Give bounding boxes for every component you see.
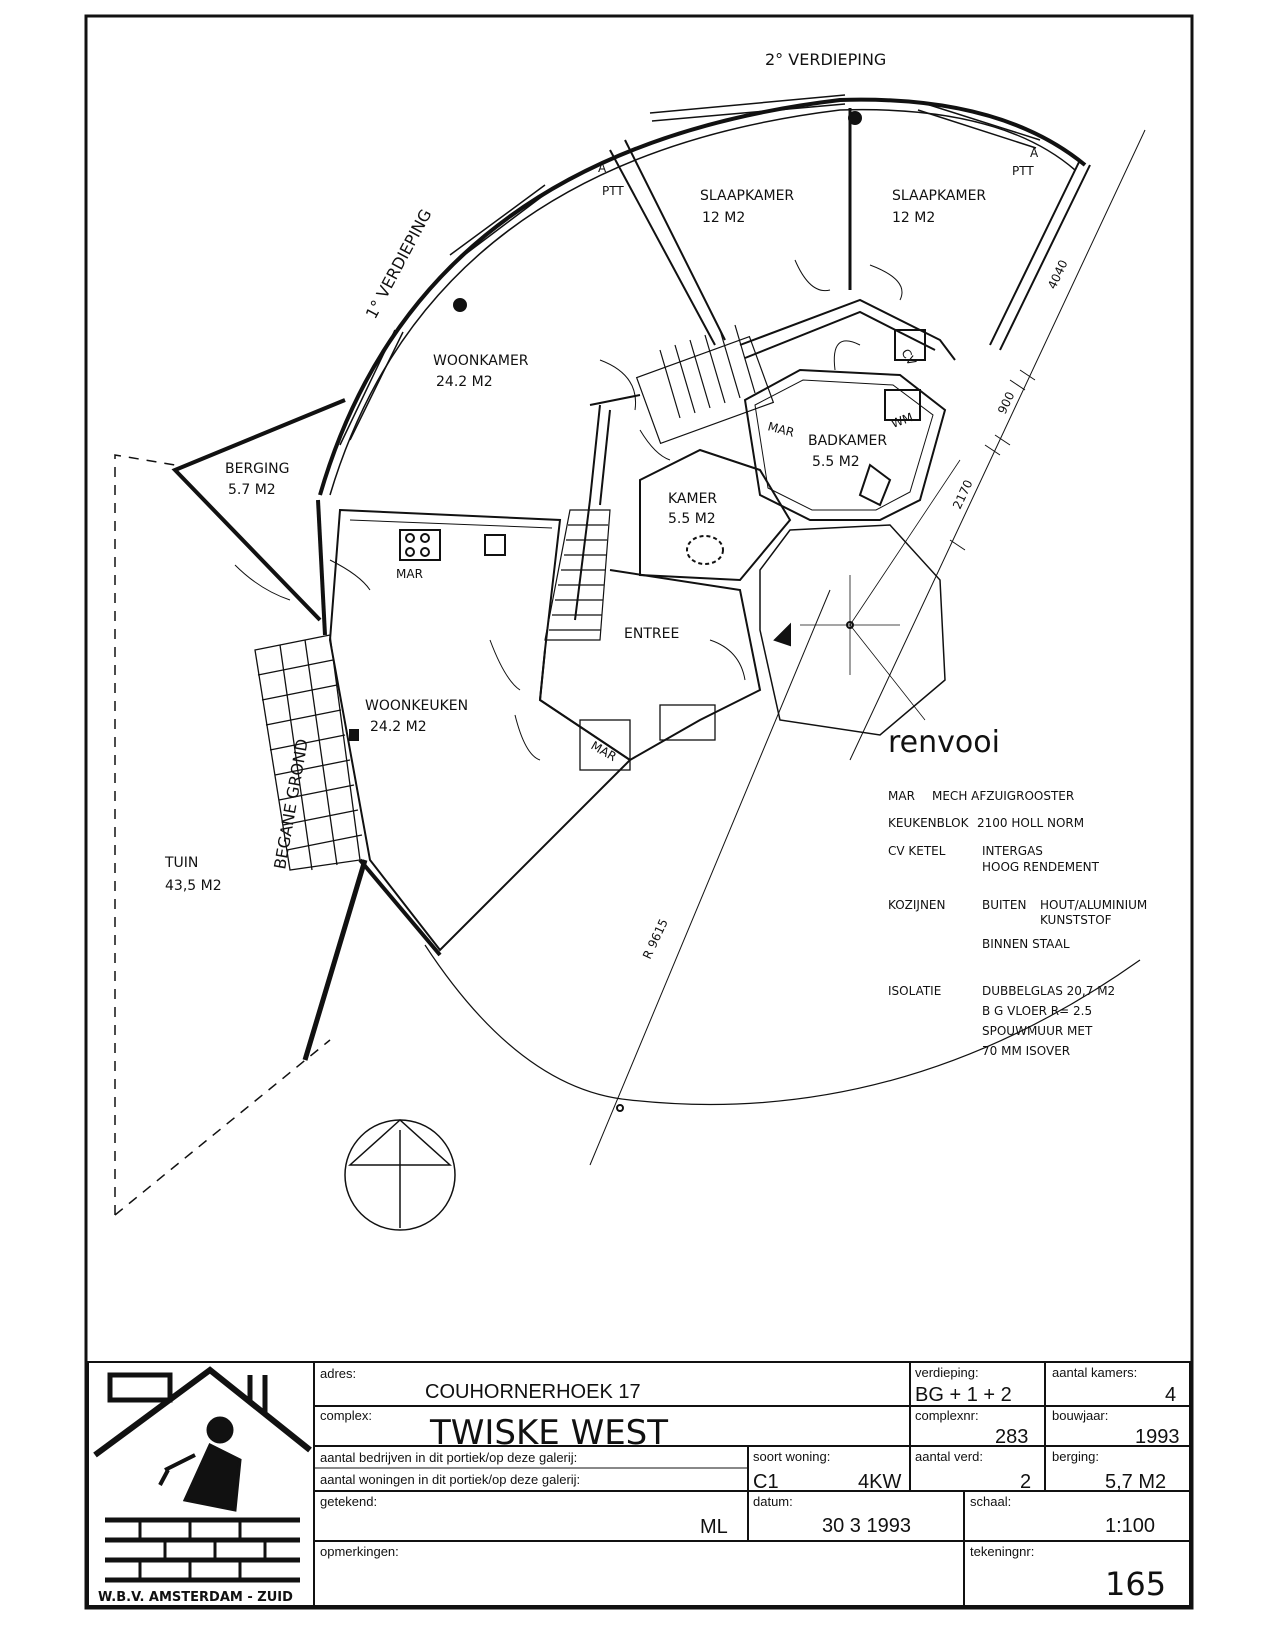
ptt-label: PTT	[602, 184, 624, 198]
dimension-900: 900	[995, 389, 1018, 417]
ptt-a-label: A	[1030, 146, 1039, 160]
entree-label: ENTREE	[624, 626, 680, 642]
renvooi-key: CV KETEL	[888, 844, 946, 858]
facade-arc	[320, 100, 1085, 495]
floor-plan	[115, 95, 1148, 1230]
aantal-kamers-value: 4	[1165, 1384, 1177, 1406]
aantal-verd-value: 2	[1020, 1471, 1032, 1493]
wm-label: WM	[889, 410, 915, 431]
schaal-label: schaal:	[970, 1494, 1012, 1509]
renvooi-value: 2100 HOLL NORM	[977, 816, 1085, 830]
mar-label: MAR	[396, 567, 423, 581]
room-name: WOONKAMER	[433, 353, 529, 369]
radius-label: R 9615	[640, 916, 671, 962]
logo-house-icon	[95, 1370, 310, 1580]
floor-label-first: 1° VERDIEPING	[361, 205, 436, 322]
room-name: BADKAMER	[808, 433, 888, 449]
verdieping-label: verdieping:	[915, 1365, 979, 1380]
tekeningnr-value: 165	[1105, 1565, 1167, 1603]
renvooi-value: MECH AFZUIGROOSTER	[932, 789, 1075, 803]
adres-value: COUHORNERHOEK 17	[425, 1381, 641, 1403]
room-area: 24.2 M2	[436, 374, 493, 390]
berging-value: 5,7 M2	[1105, 1471, 1167, 1493]
title-block-text	[320, 1365, 1180, 1603]
room-area: 5.5 M2	[812, 454, 860, 470]
garden-boundary	[115, 455, 175, 1215]
ptt-label: PTT	[1012, 164, 1034, 178]
dimension-4040: 4040	[1045, 257, 1071, 292]
renvooi-key: ISOLATIE	[888, 984, 942, 998]
renvooi-value: BINNEN STAAL	[982, 937, 1070, 951]
cv-label: CV	[898, 346, 919, 368]
bedrijven-label: aantal bedrijven in dit portiek/op deze galerij:	[320, 1450, 578, 1465]
north-arrow	[345, 1120, 455, 1230]
getekend-value: ML	[700, 1516, 728, 1538]
datum-value: 30 3 1993	[822, 1515, 911, 1537]
aantal-verd-label: aantal verd:	[915, 1449, 983, 1464]
room-area: 12 M2	[702, 210, 746, 226]
ptt-a-label: A	[598, 161, 607, 175]
renvooi-title: renvooi	[888, 725, 1000, 760]
room-name: KAMER	[668, 491, 718, 507]
verdieping-value: BG + 1 + 2	[915, 1384, 1012, 1406]
stairs-lower	[545, 510, 610, 640]
renvooi-value: 70 MM ISOVER	[982, 1044, 1071, 1058]
getekend-label: getekend:	[320, 1494, 378, 1509]
renvooi-value: BUITEN	[982, 898, 1027, 912]
renvooi-legend	[888, 725, 1147, 1058]
soort-value-a: C1	[753, 1471, 779, 1493]
logo-caption: W.B.V. AMSTERDAM - ZUID	[98, 1590, 293, 1605]
complexnr-value: 283	[995, 1426, 1029, 1448]
renvooi-value: SPOUWMUUR MET	[982, 1024, 1093, 1038]
datum-label: datum:	[753, 1494, 793, 1509]
berging-label: berging:	[1052, 1449, 1099, 1464]
complexnr-label: complexnr:	[915, 1408, 979, 1423]
complex-label: complex:	[320, 1408, 373, 1423]
soort-value-b: 4KW	[858, 1471, 902, 1493]
mar-label: MAR	[766, 419, 796, 440]
room-area: 24.2 M2	[370, 719, 427, 735]
room-name: WOONKEUKEN	[365, 698, 469, 714]
sheet-border	[86, 16, 1192, 1608]
bouwjaar-label: bouwjaar:	[1052, 1408, 1109, 1423]
dimension-2170: 2170	[950, 477, 976, 512]
room-name: TUIN	[165, 855, 199, 871]
renvooi-value: INTERGAS	[982, 844, 1043, 858]
complex-value: TWISKE WEST	[430, 1413, 669, 1453]
adres-label: adres:	[320, 1366, 357, 1381]
renvooi-value: HOOG RENDEMENT	[982, 860, 1099, 874]
stairs-upper	[637, 325, 774, 443]
schaal-value: 1:100	[1105, 1515, 1156, 1537]
tekeningnr-label: tekeningnr:	[970, 1544, 1035, 1559]
mar-label: MAR	[588, 738, 619, 765]
room-name: SLAAPKAMER	[892, 188, 987, 204]
room-area: 12 M2	[892, 210, 936, 226]
renvooi-value: B G VLOER R= 2.5	[982, 1004, 1093, 1018]
bouwjaar-value: 1993	[1135, 1426, 1180, 1448]
renvooi-value: HOUT/ALUMINIUM	[1040, 898, 1148, 912]
opmerkingen-label: opmerkingen:	[320, 1544, 399, 1559]
room-area: 5.5 M2	[668, 511, 716, 527]
aantal-kamers-label: aantal kamers:	[1052, 1365, 1138, 1380]
floor-label-ground: BEGANE GROND	[270, 737, 312, 871]
floor-label-second: 2° VERDIEPING	[765, 50, 887, 69]
room-area: 43,5 M2	[165, 878, 222, 894]
renvooi-key: KEUKENBLOK	[888, 816, 969, 830]
soort-label: soort woning:	[753, 1449, 831, 1464]
room-name: BERGING	[225, 461, 290, 477]
renvooi-key: KOZIJNEN	[888, 898, 946, 912]
renvooi-value: DUBBELGLAS 20,7 M2	[982, 984, 1116, 998]
renvooi-value: KUNSTSTOF	[1040, 913, 1112, 927]
woningen-label: aantal woningen in dit portiek/op deze galerij:	[320, 1472, 581, 1487]
room-area: 5.7 M2	[228, 482, 276, 498]
renvooi-key: MAR	[888, 789, 915, 803]
room-name: SLAAPKAMER	[700, 188, 795, 204]
